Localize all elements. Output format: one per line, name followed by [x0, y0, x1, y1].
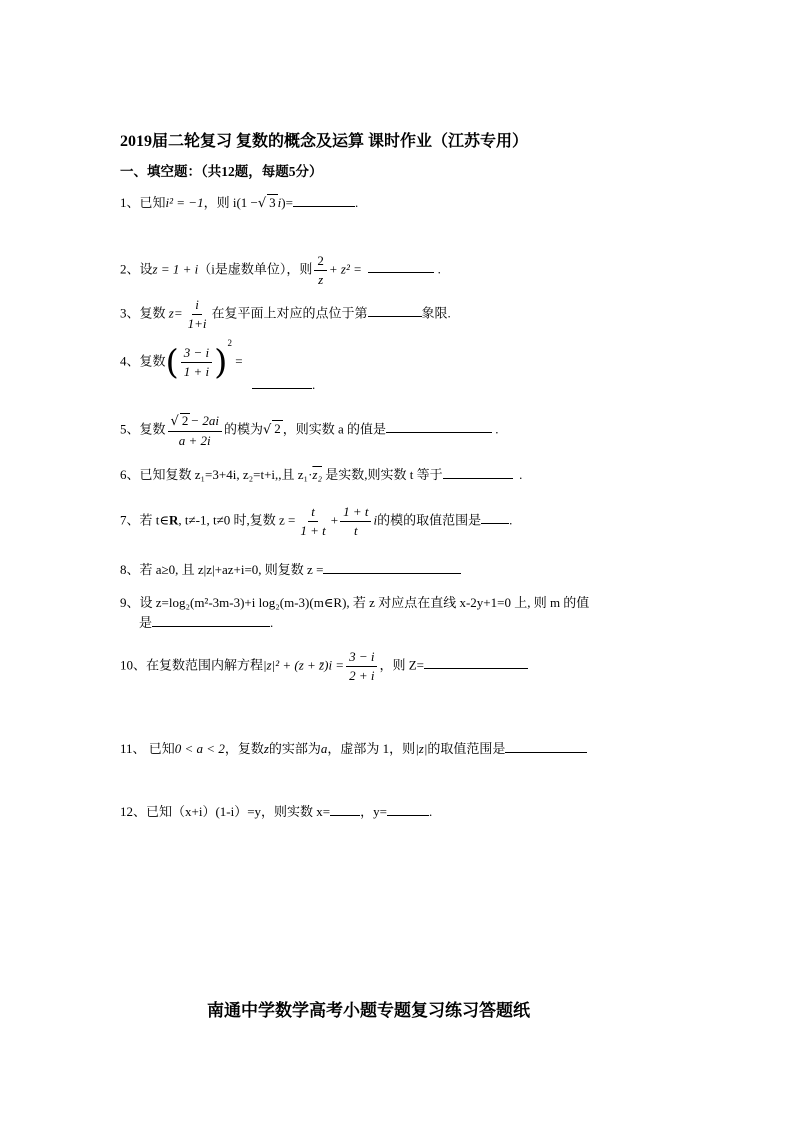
question-1: [120, 194, 358, 212]
question-10: [120, 650, 528, 683]
q11-abs: |z|: [415, 741, 428, 756]
q1-end: )=: [281, 195, 293, 210]
answer-blank[interactable]: [293, 194, 355, 207]
q2-expr: z = 1 + i: [152, 261, 199, 277]
answer-blank[interactable]: [330, 803, 360, 816]
q7-f1-num: t: [308, 505, 318, 522]
q4-frac-num: 3 − i: [181, 346, 212, 363]
q7-tail: .: [509, 512, 513, 528]
q7-bold-R: R: [169, 512, 179, 528]
question-12: [120, 803, 432, 820]
question-3: [120, 298, 451, 331]
question-11: [120, 740, 587, 757]
q1-condition: i² = −1: [165, 195, 204, 210]
q11-z: z: [263, 741, 269, 756]
q11-mid: ，复数: [224, 741, 264, 756]
q10-frac-num: 3 − i: [346, 650, 377, 667]
fraction: [314, 254, 327, 287]
q4-prefix: 4、复数: [120, 353, 166, 369]
q7-cond: , t≠-1, t≠0 时,复数 z =: [178, 512, 296, 528]
section-heading: 一、填空题：（共12题，每题5分）: [120, 164, 323, 179]
q3-lhs: z=: [168, 305, 183, 321]
q7-prefix: 7、若 t∈: [120, 512, 169, 528]
q4-frac-den: 1 + i: [183, 364, 210, 379]
q10-lhs: |z|² + (z + z̄)i =: [263, 657, 345, 673]
fraction: [340, 505, 371, 538]
q11-rest: ，虚部为 1，则: [327, 741, 416, 756]
q5-frac-den: a + 2i: [178, 433, 211, 448]
q3-frac-den: 1+i: [187, 316, 207, 331]
q12-tail: .: [428, 804, 433, 819]
q4-tail: .: [312, 377, 316, 392]
q1-tail: .: [354, 195, 359, 210]
q11-a: a: [320, 741, 328, 756]
q9-tail: .: [270, 615, 274, 630]
question-4: [120, 338, 243, 383]
answer-blank[interactable]: [152, 614, 270, 627]
answer-blank[interactable]: [323, 561, 461, 574]
fraction: [181, 346, 212, 379]
q4-power: 2: [227, 338, 232, 349]
q12-prefix: 12、已知（x+i）(1-i）=y，则实数 x=: [120, 804, 331, 819]
q1-sqrt-tail: i: [277, 195, 282, 210]
q7-f2-den: t: [353, 523, 358, 538]
sqrt-icon: √: [262, 422, 272, 438]
q2-note: （i是虚数单位），则: [198, 261, 313, 277]
answer-blank[interactable]: [505, 740, 587, 753]
q11-mid2: 的实部为: [268, 741, 321, 756]
q3-rest: 在复平面上对应的点位于第: [211, 305, 368, 321]
q9-line2: 是: [139, 615, 153, 630]
q4-eq: =: [235, 353, 243, 369]
q6-conj: z₂: [312, 467, 322, 482]
answer-blank[interactable]: [368, 304, 422, 317]
question-7: [120, 505, 512, 538]
answer-blank[interactable]: [252, 376, 312, 389]
q2-prefix: 2、设: [120, 261, 153, 277]
sqrt-icon: √: [170, 414, 179, 429]
question-4-answer: [252, 376, 315, 393]
answer-blank[interactable]: [481, 511, 509, 524]
q1-mid: ，则 i(1 −: [203, 195, 258, 210]
q5-prefix: 5、复数: [120, 421, 166, 437]
answer-sheet-title: 南通中学数学高考小题专题复习练习答题纸: [207, 1001, 530, 1021]
q2-frac-num: 2: [314, 254, 327, 271]
q7-f2-num: 1 + t: [340, 505, 371, 522]
q2-rest: + z² =: [328, 261, 362, 277]
q6-text: 6、已知复数 z₁=3+4i, z₂=t+i,,且 z₁·: [120, 467, 313, 482]
q7-f1-den: 1 + t: [300, 523, 326, 538]
answer-blank[interactable]: [424, 656, 528, 669]
answer-blank[interactable]: [443, 466, 513, 479]
q5-sqrt: 2: [274, 421, 281, 437]
q1-prefix: 1、已知: [120, 195, 166, 210]
q6-tail: .: [519, 467, 523, 482]
q3-prefix: 3、复数: [120, 305, 166, 321]
q3-tail: 象限.: [421, 305, 451, 321]
q9-line1: 9、设 z=log₂(m²-3m-3)+i log₂(m-3)(m∈R), 若 z 对应点在直线 x-2y+1=0 上, 则 m 的值: [120, 595, 590, 610]
question-2: [120, 254, 441, 287]
q7-plus: +: [330, 512, 339, 528]
question-9-line2: [139, 614, 273, 631]
fraction: [185, 298, 210, 331]
q5-tail: .: [495, 421, 499, 437]
question-8: [120, 561, 461, 578]
q5-frac-num: [168, 413, 222, 432]
q1-sqrt: 3: [269, 195, 276, 210]
answer-blank[interactable]: [387, 803, 429, 816]
q11-cond: 0 < a < 2: [174, 741, 225, 756]
q5-num-rest: − 2ai: [190, 413, 219, 428]
q6-rest: 是实数,则实数 t 等于: [325, 467, 443, 482]
q7-rest: 的模的取值范围是: [377, 512, 482, 528]
q11-end: 的取值范围是: [427, 741, 506, 756]
q10-frac-den: 2 + i: [349, 668, 375, 683]
q7-unit: i: [373, 512, 378, 528]
question-5: [120, 413, 499, 448]
q2-tail: .: [437, 261, 441, 277]
q5-rest: ，则实数 a 的值是: [282, 421, 387, 437]
fraction: [168, 413, 222, 448]
q10-rest: ，则 Z=: [379, 657, 424, 673]
fraction: [297, 505, 328, 538]
answer-blank[interactable]: [368, 260, 434, 273]
question-6: [120, 466, 522, 483]
q5-num-sqrt: 2: [181, 413, 189, 428]
fraction: [346, 650, 377, 683]
left-paren-icon: (: [165, 342, 179, 383]
page-title: 2019届二轮复习 复数的概念及运算 课时作业（江苏专用）: [120, 133, 529, 150]
q8-text: 8、若 a≥0, 且 z|z|+az+i=0, 则复数 z =: [120, 562, 324, 577]
answer-blank[interactable]: [386, 420, 492, 433]
q5-mid: 的模为: [223, 421, 263, 437]
q11-prefix: 11、 已知: [120, 741, 175, 756]
right-paren-icon: ): [214, 342, 228, 383]
q10-prefix: 10、在复数范围内解方程: [120, 657, 264, 673]
q12-mid: ，y=: [360, 804, 387, 819]
question-9-line1: [120, 595, 589, 611]
q3-frac-num: i: [192, 298, 202, 315]
q2-frac-den: z: [318, 272, 324, 287]
sqrt-icon: √: [257, 196, 267, 211]
